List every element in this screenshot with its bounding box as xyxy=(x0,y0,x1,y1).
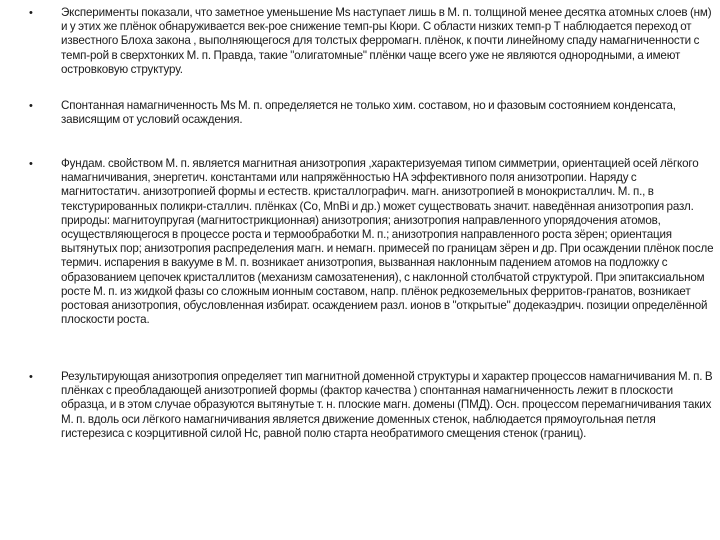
paragraph-experiments: Эксперименты показали, что заметное уменьшение Ms наступает лишь в М. п. толщиной менее десятка атомных слоев (нм) и у этих же плёнок обнаруживается век-рое снижение темп-ры Кюри. С области низких темп-р Т наблюдается переход от известного Блоха закона , выполняющегося для толстых ферромагн. плёнок, к почти линейному спаду намагниченности с темп-рой в сверхтонких М. п. Правда, такие "олигатомные" плёнки чаще всего уже не являются однородными, а имеют островковую структуру. xyxy=(61,6,712,76)
bullet-marker: • xyxy=(29,100,33,112)
bullet-marker: • xyxy=(29,7,33,19)
bullet-marker: • xyxy=(29,158,33,170)
bullet-marker: • xyxy=(29,371,33,383)
paragraph-magnetic-anisotropy: Фундам. свойством М. п. является магнитная анизотропия ,характеризуемая типом симметрии, ориентацией осей лёгкого намагничивания, энергетич. константами или напряжённостью НА эффективного поля анизотропии. Наряду с магнитостатич. анизотропией формы и естеств. кристаллографич. магн. анизотропией в монокристаллич. М. п., в текстурированных поликри-сталлич. плёнках (Со, MnBi и др.) может существовать значит. наведённая анизотропия разл. природы: магнитоупругая (магнитострикционная) анизотропия; анизотропия направленного упорядочения атомов, осуществляющегося в процессе роста и термообработки М. п.; анизотропия направленного роста зёрен; ориентация вытянутых пор; анизотропия распределения магн. и немагн. примесей по границам зёрен и др. При осаждении плёнок после термич. испарения в вакууме в М. п. возникает анизотропия, вызванная наклонным падением атомов на подложку с образованием цепочек кристаллитов (механизм самозатенения), с наклонной столбчатой структурой. При эпитаксиальном росте М. п. из жидкой фазы со сложным ионным составом, напр. плёнок редкоземельных ферритов-гранатов, возникает ростовая анизотропия, обусловленная избират. осаждением разл. ионов в "открытые" додекаэдрич. позиции определённой плоскости роста. xyxy=(61,157,714,327)
paragraph-spontaneous-magnetization: Спонтанная намагниченность Ms М. п. определяется не только хим. составом, но и фазовым состоянием конденсата, зависящим от условий осаждения. xyxy=(61,99,676,127)
paragraph-resulting-anisotropy: Результирующая анизотропия определяет тип магнитной доменной структуры и характер процессов намагничивания М. п. В плёнках с преобладающей анизотропией формы (фактор качества ) спонтанная намагниченность лежит в плоскости образца, и в этом случае образуются вытянутые т. н. плоские магн. домены (ПМД). Осн. процессом перемагничивания таких М. п. вдоль оси лёгкого намагничивания является движение доменных стенок, наблюдается прямоугольная петля гистерезиса с коэрцитивной силой Нс, равной полю старта необратимого смещения стенок (границ). xyxy=(61,370,713,440)
